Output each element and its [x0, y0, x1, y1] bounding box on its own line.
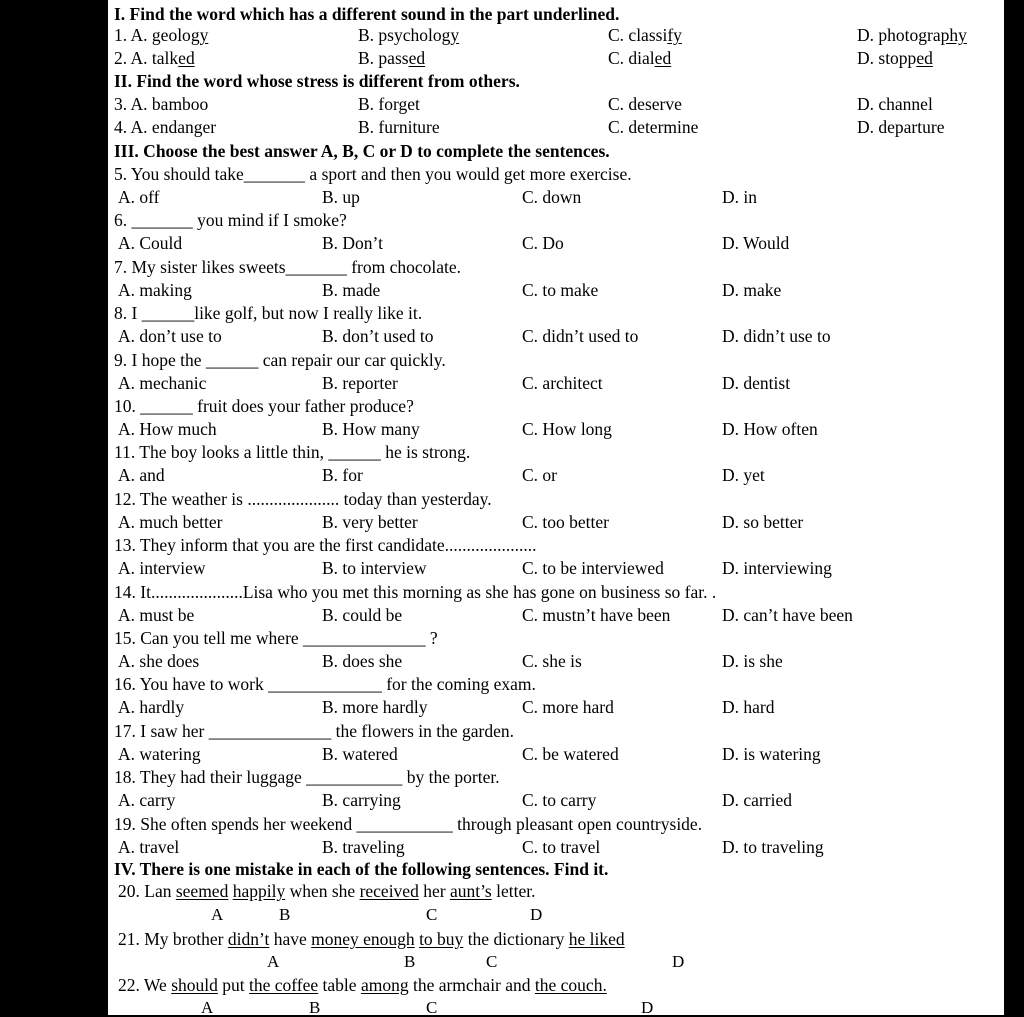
q1-b-text: B. psycholo — [358, 25, 442, 45]
question-stem: 8. I ______like golf, but now I really like it. — [114, 303, 423, 324]
answer-option-a: A. interview — [118, 558, 206, 579]
answer-option-b: B. How many — [322, 419, 420, 439]
question-stem: 10. ______ fruit does your father produce? — [114, 396, 414, 416]
answer-option-a: A. she does — [118, 651, 200, 671]
answer-option-b: B. don’t used to — [322, 326, 434, 347]
answer-option-c: C. mustn’t have been — [522, 604, 671, 625]
q2-option-b — [358, 47, 425, 69]
answer-option-a: A. Could — [118, 233, 183, 254]
q4-option-b: B. furniture — [358, 117, 440, 137]
q21-part-c: to buy — [419, 929, 464, 949]
q4-option-c: C. determine — [608, 117, 699, 137]
q2-c-text: C. dial — [608, 48, 655, 68]
q22-part-d: the couch. — [534, 975, 607, 995]
answer-option-a: A. watering — [118, 743, 201, 764]
question-stem: 18. They had their luggage ___________ by the porter. — [114, 767, 500, 788]
answer-option-b: B. carrying — [322, 790, 401, 811]
q3-option-a: 3. A. bamboo — [114, 94, 209, 114]
answer-option-a: A. mechanic — [118, 372, 207, 393]
q22-label-b: B — [309, 998, 321, 1017]
answer-option-b: B. watered — [322, 743, 398, 764]
q21-number: 21. My brother — [118, 929, 228, 949]
answer-option-d: D. in — [722, 187, 757, 207]
question-stem: 5. You should take_______ a sport and then you would get more exercise. — [114, 164, 632, 184]
q4-option-a: 4. A. endanger — [114, 117, 217, 137]
answer-option-b: B. up — [322, 187, 360, 207]
q22-text-1: put — [217, 975, 250, 995]
q4-option-d: D. departure — [857, 117, 945, 137]
q22-number: 22. We — [118, 975, 172, 995]
q1-c-text: C. classi — [608, 25, 668, 45]
answer-option-d: D. can’t have been — [722, 604, 853, 625]
answer-option-a: A. making — [118, 279, 192, 300]
answer-option-c: C. or — [522, 465, 557, 486]
question-stem: 11. The boy looks a little thin, ______ he is strong. — [114, 442, 471, 463]
question-stem: 17. I saw her ______________ the flowers in the garden. — [114, 720, 514, 741]
question-stem: 19. She often spends her weekend ___________ through pleasant open countryside. — [114, 813, 703, 834]
q2-a-underlined: ed — [178, 48, 195, 68]
q1-d-text: D. photogra — [857, 25, 941, 45]
answer-option-d: D. hard — [722, 697, 775, 718]
q21-part-d: he liked — [568, 929, 625, 949]
answer-option-b: B. could be — [322, 604, 403, 625]
answer-option-b: B. traveling — [322, 836, 405, 857]
q22-text-3: the armchair and — [408, 975, 535, 995]
question-stem: 9. I hope the ______ can repair our car quickly. — [114, 349, 446, 370]
q20-number: 20. Lan — [118, 881, 176, 901]
answer-option-a: A. much better — [118, 511, 223, 532]
section-heading-1: I. Find the word which has a different sound in the part underlined. — [114, 4, 620, 24]
q1-option-a — [114, 24, 208, 46]
q21-text-1: have — [269, 929, 312, 949]
answer-option-a: A. hardly — [118, 697, 185, 718]
answer-option-a: A. don’t use to — [118, 326, 222, 347]
answer-option-a: A. off — [118, 187, 160, 207]
q1-b-underlined: gy — [441, 25, 460, 45]
section-heading-4: IV. There is one mistake in each of the following sentences. Find it. — [114, 859, 609, 879]
q2-option-c — [608, 47, 671, 69]
q20-part-b: happily — [232, 881, 286, 901]
answer-option-c: C. to carry — [522, 790, 597, 811]
q3-option-c: C. deserve — [608, 94, 682, 114]
question-stem: 16. You have to work _____________ for the coming exam. — [114, 674, 536, 695]
answer-option-c: C. too better — [522, 511, 609, 532]
answer-option-d: D. is watering — [722, 743, 821, 764]
answer-option-c: C. down — [522, 187, 582, 207]
q20-part-d: aunt’s — [449, 881, 492, 901]
q20-part-a: seemed — [175, 881, 229, 901]
answer-option-d: D. interviewing — [722, 558, 832, 579]
q21-part-b: money enough — [311, 929, 415, 949]
q21-label-d: D — [672, 952, 685, 971]
q22-label-d: D — [641, 998, 654, 1017]
q3-option-b: B. forget — [358, 94, 420, 114]
q2-d-text: D. stopp — [857, 48, 917, 68]
q2-option-a — [114, 47, 195, 69]
answer-option-c: C. she is — [522, 651, 582, 671]
q21-part-a: didn’t — [227, 929, 270, 949]
answer-option-d: D. How often — [722, 419, 818, 439]
answer-option-d: D. carried — [722, 790, 792, 811]
q21-sentence — [118, 928, 625, 950]
answer-option-d: D. make — [722, 279, 782, 300]
question-stem: 12. The weather is ..................... today than yesterday. — [114, 488, 492, 509]
section-heading-2: II. Find the word whose stress is different from others. — [114, 71, 520, 91]
answer-option-d: D. Would — [722, 233, 790, 254]
answer-option-a: A. How much — [118, 419, 217, 439]
q22-part-b: the coffee — [249, 975, 319, 995]
answer-option-c: C. didn’t used to — [522, 326, 639, 347]
q1-option-b — [358, 24, 459, 46]
answer-option-b: B. very better — [322, 511, 418, 532]
answer-option-d: D. dentist — [722, 372, 791, 393]
section-heading-3: III. Choose the best answer A, B, C or D to complete the sentences. — [114, 141, 610, 161]
q22-part-a: should — [171, 975, 218, 995]
q22-label-a: A — [201, 998, 214, 1017]
answer-option-d: D. is she — [722, 651, 783, 671]
q22-sentence — [118, 974, 607, 996]
answer-option-b: B. for — [322, 465, 363, 486]
answer-option-d: D. so better — [722, 511, 804, 532]
q20-text-4: letter. — [491, 881, 536, 901]
question-stem: 6. _______ you mind if I smoke? — [114, 210, 347, 231]
answer-option-b: B. does she — [322, 651, 403, 671]
answer-option-d: D. to traveling — [722, 836, 824, 857]
answer-option-b: B. to interview — [322, 558, 427, 579]
q20-text-2: when she — [285, 881, 360, 901]
answer-option-c: C. How long — [522, 419, 612, 439]
answer-option-b: B. made — [322, 279, 381, 300]
q20-sentence — [118, 880, 535, 902]
answer-option-c: C. be watered — [522, 743, 619, 764]
answer-option-d: D. didn’t use to — [722, 326, 831, 347]
answer-option-b: B. Don’t — [322, 233, 383, 254]
q20-label-c: C — [426, 905, 438, 924]
q21-label-a: A — [267, 952, 280, 971]
q20-text-3: her — [418, 881, 450, 901]
q20-label-b: B — [279, 905, 291, 924]
q1-c-underlined: fy — [667, 25, 682, 45]
answer-option-c: C. architect — [522, 372, 603, 393]
q21-text-3: the dictionary — [463, 929, 569, 949]
answer-option-c: C. more hard — [522, 697, 614, 718]
q1-d-underlined: phy — [940, 25, 967, 45]
answer-option-a: A. must be — [118, 604, 195, 625]
q21-label-b: B — [404, 952, 416, 971]
answer-option-b: B. reporter — [322, 372, 398, 393]
q20-label-d: D — [530, 905, 543, 924]
q20-part-c: received — [359, 881, 419, 901]
answer-option-c: C. to make — [522, 279, 599, 300]
q1-option-d — [857, 24, 967, 46]
question-stem: 14. It.....................Lisa who you met this morning as she has gone on business so far. . — [114, 581, 717, 602]
question-stem: 7. My sister likes sweets_______ from chocolate. — [114, 256, 462, 277]
answer-option-a: A. and — [118, 465, 165, 486]
answer-option-a: A. travel — [118, 836, 180, 857]
q21-label-c: C — [486, 952, 498, 971]
question-stem: 13. They inform that you are the first candidate..................... — [114, 535, 537, 556]
worksheet-page — [108, 0, 1004, 1015]
answer-option-c: C. to travel — [522, 836, 601, 857]
q22-text-2: table — [318, 975, 361, 995]
q2-option-d — [857, 47, 933, 69]
q2-a-text: 2. A. talk — [114, 48, 179, 68]
answer-option-c: C. Do — [522, 233, 564, 254]
q2-c-underlined: ed — [654, 48, 672, 68]
q2-b-text: B. pass — [358, 48, 409, 68]
question-stem: 15. Can you tell me where ______________ ? — [114, 628, 438, 648]
q20-label-a: A — [211, 905, 224, 924]
answer-option-d: D. yet — [722, 465, 765, 486]
q1-option-c — [608, 24, 682, 46]
answer-option-b: B. more hardly — [322, 697, 428, 718]
answer-option-c: C. to be interviewed — [522, 558, 664, 579]
q2-d-underlined: ed — [916, 48, 933, 68]
q22-label-c: C — [426, 998, 438, 1017]
q3-option-d: D. channel — [857, 94, 933, 114]
q2-b-underlined: ed — [408, 48, 426, 68]
q1-a-text: 1. A. geolo — [114, 25, 191, 45]
q22-part-c: among — [360, 975, 409, 995]
q1-a-underlined: gy — [190, 25, 209, 45]
answer-option-a: A. carry — [118, 790, 176, 811]
